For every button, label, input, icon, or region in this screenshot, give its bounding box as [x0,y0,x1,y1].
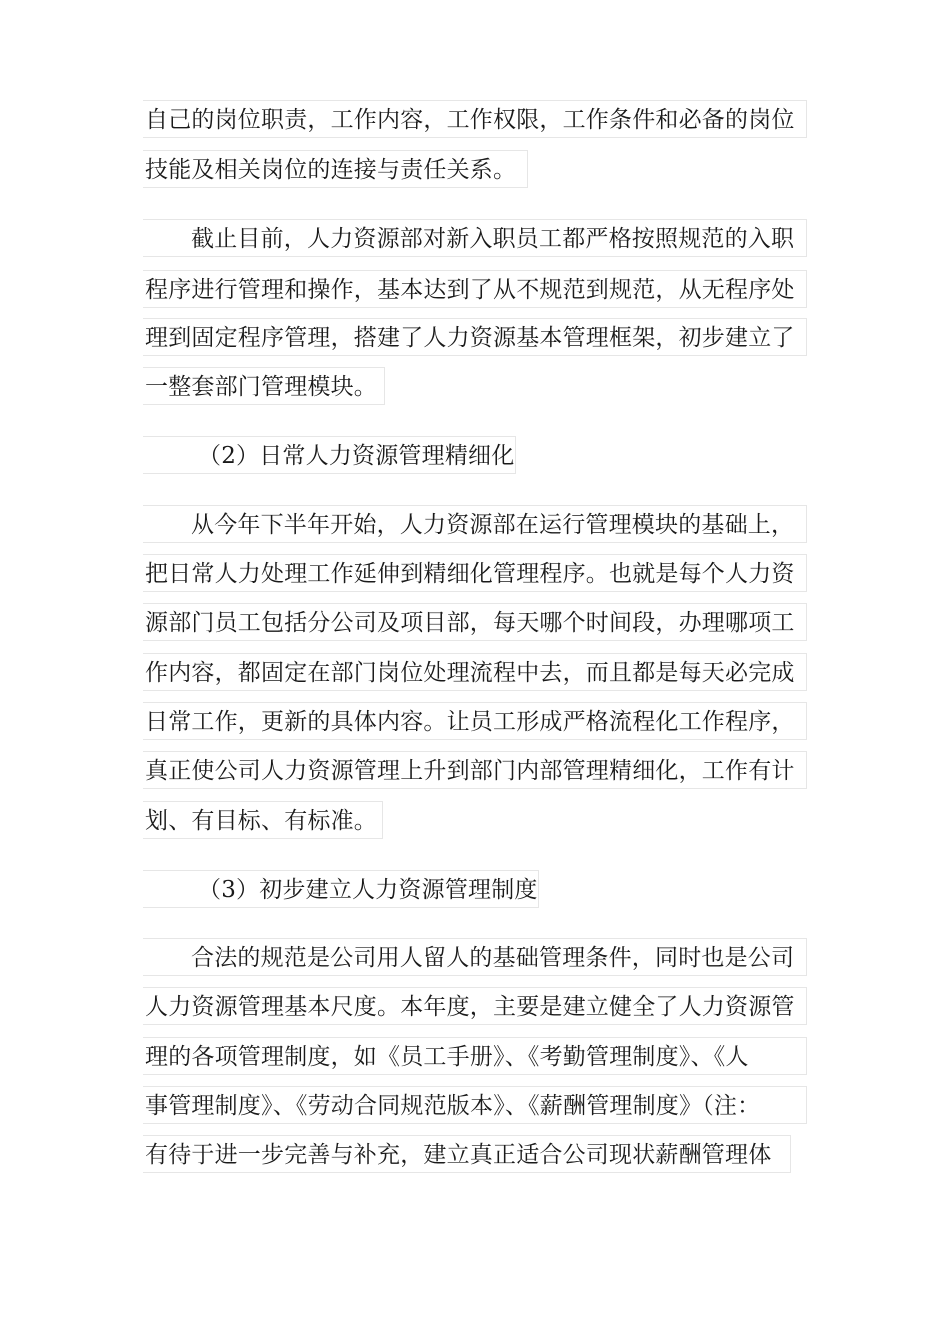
text-line: 人力资源管理基本尺度。本年度，主要是建立健全了人力资源管 [143,987,807,1025]
section-heading: （2）日常人力资源管理精细化 [143,436,516,474]
text-line: 把日常人力处理工作延伸到精细化管理程序。也就是每个人力资 [143,554,807,592]
text-line: 日常工作，更新的具体内容。让员工形成严格流程化工作程序， [143,702,807,740]
text-line: 技能及相关岗位的连接与责任关系。 [143,150,528,188]
text-line: 事管理制度》、《劳动合同规范版本》、《薪酬管理制度》（注： [143,1086,807,1124]
text-line: 真正使公司人力资源管理上升到部门内部管理精细化，工作有计 [143,751,807,789]
text-line: 程序进行管理和操作，基本达到了从不规范到规范，从无程序处 [143,270,807,308]
text-line: 合法的规范是公司用人留人的基础管理条件，同时也是公司 [143,938,807,976]
text-line: 有待于进一步完善与补充，建立真正适合公司现状薪酬管理体 [143,1135,791,1173]
section-heading: （3）初步建立人力资源管理制度 [143,870,539,908]
text-line: 理到固定程序管理，搭建了人力资源基本管理框架，初步建立了 [143,318,807,356]
text-line: 划、有目标、有标准。 [143,801,383,839]
text-line: 作内容，都固定在部门岗位处理流程中去，而且都是每天必完成 [143,653,807,691]
text-line: 一整套部门管理模块。 [143,367,385,405]
text-line: 源部门员工包括分公司及项目部，每天哪个时间段，办理哪项工 [143,603,807,641]
text-line: 从今年下半年开始，人力资源部在运行管理模块的基础上， [143,505,807,543]
text-line: 理的各项管理制度，如《员工手册》、《考勤管理制度》、《人 [143,1037,807,1075]
text-line: 自己的岗位职责，工作内容，工作权限，工作条件和必备的岗位 [143,100,807,138]
text-line: 截止目前，人力资源部对新入职员工都严格按照规范的入职 [143,219,807,257]
